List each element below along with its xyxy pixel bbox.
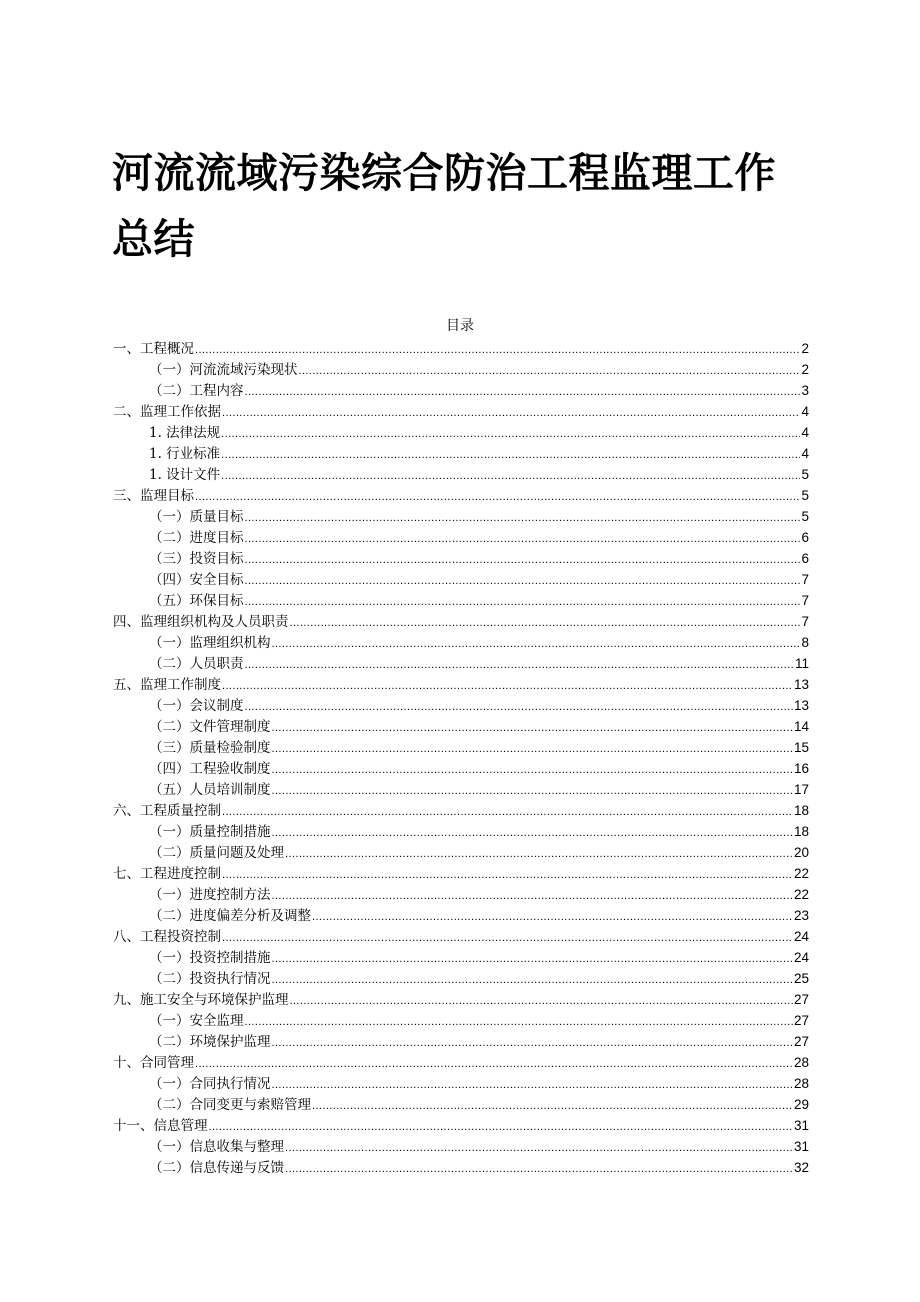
toc-page-number: 24 (793, 950, 809, 965)
toc-entry-title: （一）质量控制措施 (149, 824, 271, 840)
toc-entry[interactable] (113, 485, 809, 506)
toc-entry[interactable] (113, 380, 809, 401)
toc-entry-title: （二）人员职责 (149, 656, 244, 672)
toc-entry-title: （一）投资控制措施 (149, 950, 271, 966)
toc-entry[interactable] (113, 884, 809, 905)
toc-page-number: 22 (793, 887, 809, 902)
toc-entry-title: （二）工程内容 (149, 383, 244, 399)
toc-entry-title: 五、监理工作制度 (113, 677, 221, 693)
toc-entry[interactable] (113, 1115, 809, 1136)
toc-entry[interactable] (113, 716, 809, 737)
toc-dot-leader (272, 781, 793, 802)
toc-entry[interactable] (113, 947, 809, 968)
toc-dot-leader (285, 1159, 793, 1180)
toc-entry-title: （五）环保目标 (149, 593, 244, 609)
toc-entry[interactable] (113, 737, 809, 758)
toc-dot-leader (299, 361, 801, 382)
toc-entry-title: 六、工程质量控制 (113, 803, 221, 819)
toc-dot-leader (272, 718, 793, 739)
toc-dot-leader (272, 823, 793, 844)
toc-entry[interactable] (113, 758, 809, 779)
toc-dot-leader (245, 697, 793, 718)
toc-page-number: 27 (793, 992, 809, 1007)
toc-entry[interactable] (113, 443, 809, 464)
toc-entry-title: 二、监理工作依据 (113, 404, 221, 420)
toc-entry-title: （一）监理组织机构 (149, 635, 271, 651)
toc-page-number: 25 (793, 971, 809, 986)
toc-entry[interactable] (113, 359, 809, 380)
toc-page-number: 13 (793, 698, 809, 713)
toc-dot-leader (209, 1117, 793, 1138)
toc-page-number: 15 (793, 740, 809, 755)
toc-entry-title: 四、监理组织机构及人员职责 (113, 614, 289, 630)
toc-entry[interactable] (113, 527, 809, 548)
toc-page-number: 32 (793, 1160, 809, 1175)
toc-entry-title: 十、合同管理 (113, 1055, 194, 1071)
toc-entry-title: 七、工程进度控制 (113, 866, 221, 882)
toc-dot-leader (272, 1075, 793, 1096)
toc-dot-leader (290, 613, 801, 634)
toc-page-number: 4 (801, 404, 809, 419)
toc-entry[interactable] (113, 632, 809, 653)
toc-dot-leader (222, 928, 793, 949)
toc-dot-leader (272, 1033, 793, 1054)
toc-entry-title: 三、监理目标 (113, 488, 194, 504)
toc-entry[interactable] (113, 800, 809, 821)
toc-entry[interactable] (113, 569, 809, 590)
toc-dot-leader (272, 760, 793, 781)
toc-page-number: 27 (793, 1034, 809, 1049)
toc-entry-title: 九、施工安全与环境保护监理 (113, 992, 289, 1008)
toc-page-number: 8 (801, 635, 809, 650)
toc-dot-leader (245, 655, 794, 676)
toc-page-number: 4 (801, 425, 809, 440)
toc-entry-title: 1. 设计文件 (149, 467, 221, 483)
toc-entry[interactable] (113, 989, 809, 1010)
toc-entry-title: 1. 行业标准 (149, 446, 221, 462)
toc-page-number: 28 (793, 1055, 809, 1070)
toc-dot-leader (221, 445, 800, 466)
document-title: 河流流域污染综合防治工程监理工作总结 (112, 149, 776, 263)
toc-entry-title: （五）人员培训制度 (149, 782, 271, 798)
toc-entry[interactable] (113, 1010, 809, 1031)
toc-entry-title: （三）投资目标 (149, 551, 244, 567)
toc-entry-title: （二）进度偏差分析及调整 (149, 908, 311, 924)
toc-entry-title: （一）进度控制方法 (149, 887, 271, 903)
toc-dot-leader (245, 529, 801, 550)
toc-entry[interactable] (113, 779, 809, 800)
toc-entry-title: （一）质量目标 (149, 509, 244, 525)
toc-entry-title: （二）质量问题及处理 (149, 845, 284, 861)
toc-entry-title: （一）合同执行情况 (149, 1076, 271, 1092)
toc-entry-title: 十一、信息管理 (113, 1118, 208, 1134)
toc-entry[interactable] (113, 590, 809, 611)
toc-dot-leader (285, 1138, 793, 1159)
toc-dot-leader (245, 592, 801, 613)
toc-dot-leader (245, 1012, 793, 1033)
toc-entry[interactable] (113, 611, 809, 632)
toc-dot-leader (312, 907, 793, 928)
table-of-contents (113, 338, 809, 1178)
toc-entry[interactable] (113, 905, 809, 926)
toc-page-number: 16 (793, 761, 809, 776)
toc-entry[interactable] (113, 464, 809, 485)
toc-entry-title: 1. 法律法规 (149, 425, 221, 441)
toc-page-number: 18 (793, 803, 809, 818)
toc-entry[interactable] (113, 968, 809, 989)
toc-entry[interactable] (113, 653, 809, 674)
toc-page-number: 3 (801, 383, 809, 398)
toc-page-number: 20 (793, 845, 809, 860)
toc-dot-leader (272, 739, 793, 760)
toc-dot-leader (245, 382, 801, 403)
toc-dot-leader (290, 991, 793, 1012)
toc-entry-title: （四）安全目标 (149, 572, 244, 588)
toc-page-number: 5 (801, 467, 809, 482)
toc-entry[interactable] (113, 422, 809, 443)
toc-entry-title: 一、工程概况 (113, 341, 194, 357)
toc-dot-leader (245, 550, 801, 571)
toc-entry[interactable] (113, 1136, 809, 1157)
toc-page-number: 22 (793, 866, 809, 881)
toc-heading: 目录 (446, 318, 474, 334)
toc-entry[interactable] (113, 1094, 809, 1115)
toc-page-number: 5 (801, 488, 809, 503)
toc-entry-title: （一）会议制度 (149, 698, 244, 714)
toc-dot-leader (195, 1054, 793, 1075)
toc-entry[interactable] (113, 926, 809, 947)
toc-entry-title: （二）合同变更与索赔管理 (149, 1097, 311, 1113)
toc-page-number: 7 (801, 614, 809, 629)
toc-entry-title: （二）文件管理制度 (149, 719, 271, 735)
toc-entry[interactable] (113, 1052, 809, 1073)
toc-entry-title: 八、工程投资控制 (113, 929, 221, 945)
toc-entry-title: （二）进度目标 (149, 530, 244, 546)
toc-entry[interactable] (113, 506, 809, 527)
toc-dot-leader (222, 865, 793, 886)
toc-entry[interactable] (113, 548, 809, 569)
toc-page-number: 7 (801, 593, 809, 608)
toc-page-number: 31 (793, 1118, 809, 1133)
toc-page-number: 17 (793, 782, 809, 797)
toc-page-number: 2 (801, 341, 809, 356)
toc-page-number: 4 (801, 446, 809, 461)
toc-dot-leader (272, 970, 793, 991)
toc-page-number: 31 (793, 1139, 809, 1154)
toc-page-number: 5 (801, 509, 809, 524)
toc-entry-title: （三）质量检验制度 (149, 740, 271, 756)
toc-entry[interactable] (113, 821, 809, 842)
toc-dot-leader (272, 634, 801, 655)
toc-page-number: 18 (793, 824, 809, 839)
toc-page-number: 28 (793, 1076, 809, 1091)
toc-entry[interactable] (113, 1073, 809, 1094)
toc-dot-leader (245, 571, 801, 592)
toc-page-number: 7 (801, 572, 809, 587)
toc-dot-leader (221, 424, 800, 445)
toc-entry-title: （二）信息传递与反馈 (149, 1160, 284, 1176)
toc-dot-leader (285, 844, 793, 865)
toc-page-number: 29 (793, 1097, 809, 1112)
toc-page-number: 13 (793, 677, 809, 692)
toc-entry[interactable] (113, 695, 809, 716)
toc-dot-leader (195, 487, 800, 508)
toc-entry-title: （二）环境保护监理 (149, 1034, 271, 1050)
toc-entry[interactable] (113, 674, 809, 695)
toc-entry[interactable] (113, 401, 809, 422)
toc-entry-title: （一）安全监理 (149, 1013, 244, 1029)
toc-entry-title: （二）投资执行情况 (149, 971, 271, 987)
toc-page-number: 24 (793, 929, 809, 944)
toc-page-number: 14 (793, 719, 809, 734)
toc-dot-leader (272, 949, 793, 970)
toc-dot-leader (221, 466, 800, 487)
toc-entry-title: （一）河流流域污染现状 (149, 362, 298, 378)
toc-page-number: 6 (801, 530, 809, 545)
toc-entry-title: （一）信息收集与整理 (149, 1139, 284, 1155)
toc-entry[interactable] (113, 1031, 809, 1052)
toc-page-number: 27 (793, 1013, 809, 1028)
toc-page-number: 23 (793, 908, 809, 923)
toc-dot-leader (245, 508, 801, 529)
toc-dot-leader (195, 340, 800, 361)
toc-dot-leader (312, 1096, 793, 1117)
toc-entry[interactable] (113, 1157, 809, 1178)
toc-page-number: 11 (794, 656, 809, 671)
toc-entry[interactable] (113, 338, 809, 359)
toc-dot-leader (222, 403, 800, 424)
toc-dot-leader (272, 886, 793, 907)
toc-page-number: 2 (801, 362, 809, 377)
toc-entry-title: （四）工程验收制度 (149, 761, 271, 777)
toc-page-number: 6 (801, 551, 809, 566)
toc-dot-leader (222, 676, 793, 697)
toc-dot-leader (222, 802, 793, 823)
toc-entry[interactable] (113, 842, 809, 863)
toc-entry[interactable] (113, 863, 809, 884)
